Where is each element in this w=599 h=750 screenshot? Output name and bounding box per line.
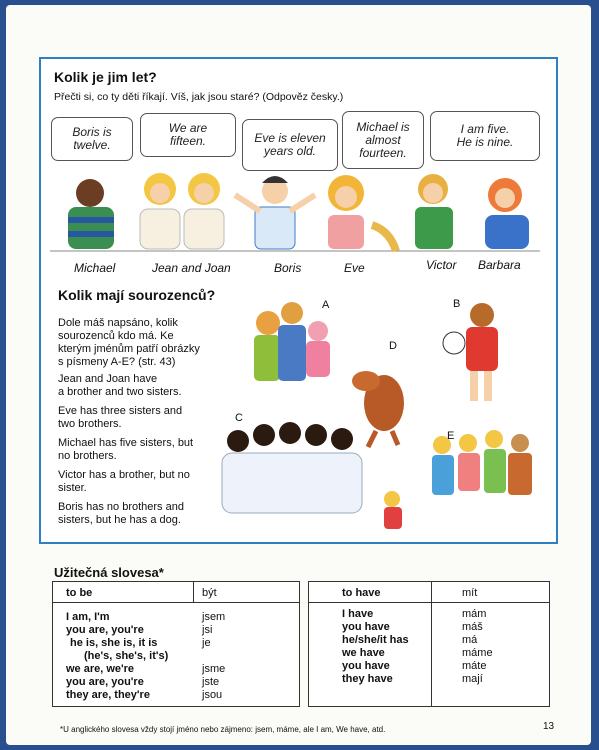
sibling-sentence: Michael has five sisters, but no brothers. bbox=[58, 437, 194, 462]
picture-letter: A bbox=[322, 299, 330, 311]
picture-letter: B bbox=[453, 298, 461, 310]
speech-bubble: Eve is eleven years old. bbox=[242, 119, 338, 171]
page-number: 13 bbox=[543, 721, 555, 732]
instructions-ages: Přečti si, co ty děti říkají. Víš, jak jsou staré? (Odpověz česky.) bbox=[54, 91, 344, 103]
section-title-ages: Kolik je jim let? bbox=[54, 69, 157, 85]
name-label: Victor bbox=[426, 258, 457, 272]
table-cell-en: I am, I'm you are, you're he is, she is, it is (he's, she's, it's) we are, we're you are, you're they are, they're bbox=[66, 611, 169, 701]
textbook-page bbox=[6, 5, 591, 745]
name-label: Boris bbox=[274, 261, 302, 275]
speech-bubble: I am five. He is nine. bbox=[430, 111, 540, 161]
sibling-sentence: Boris has no brothers and sisters, but he has a dog. bbox=[58, 501, 184, 526]
sibling-sentence: Victor has a brother, but no sister. bbox=[58, 469, 190, 494]
name-label: Michael bbox=[74, 261, 116, 275]
sibling-sentence: Eve has three sisters and two brothers. bbox=[58, 405, 183, 430]
picture-letter: E bbox=[447, 430, 455, 442]
table-cell-en: I have you have he/she/it has we have you have they have bbox=[342, 608, 409, 685]
name-label: Eve bbox=[344, 261, 365, 275]
picture-letter: D bbox=[389, 340, 397, 352]
siblings-intro: Dole máš napsáno, kolik sourozenců kdo má. Ke kterým jménům patří obrázky s písmeny A-E? (str. 43) bbox=[58, 317, 200, 368]
name-label: Jean and Joan bbox=[152, 261, 231, 275]
section-title-verbs: Užitečná slovesa* bbox=[54, 565, 164, 580]
children-illustration bbox=[50, 165, 540, 257]
section-title-siblings: Kolik mají sourozenců? bbox=[58, 287, 216, 303]
speech-bubble: We are fifteen. bbox=[140, 113, 236, 157]
table-header-cz: být bbox=[202, 587, 217, 599]
table-cell-cz: jsem jsi je jsme jste jsou bbox=[202, 611, 226, 701]
footnote: *U anglického slovesa vždy stojí jméno nebo zájmeno: jsem, máme, ale I am, We have, atd. bbox=[60, 725, 386, 734]
name-label: Barbara bbox=[478, 258, 521, 272]
table-header-en: to have bbox=[342, 587, 381, 599]
sibling-pictures bbox=[216, 293, 546, 539]
table-header-en: to be bbox=[66, 587, 93, 599]
table-header-cz: mít bbox=[462, 587, 478, 599]
table-cell-cz: mám máš má máme máte mají bbox=[462, 608, 493, 685]
speech-bubble: Boris is twelve. bbox=[51, 117, 133, 161]
speech-bubble: Michael is almost fourteen. bbox=[342, 111, 424, 169]
sibling-sentence: Jean and Joan have a brother and two sisters. bbox=[58, 373, 182, 398]
picture-letter: C bbox=[235, 412, 243, 424]
